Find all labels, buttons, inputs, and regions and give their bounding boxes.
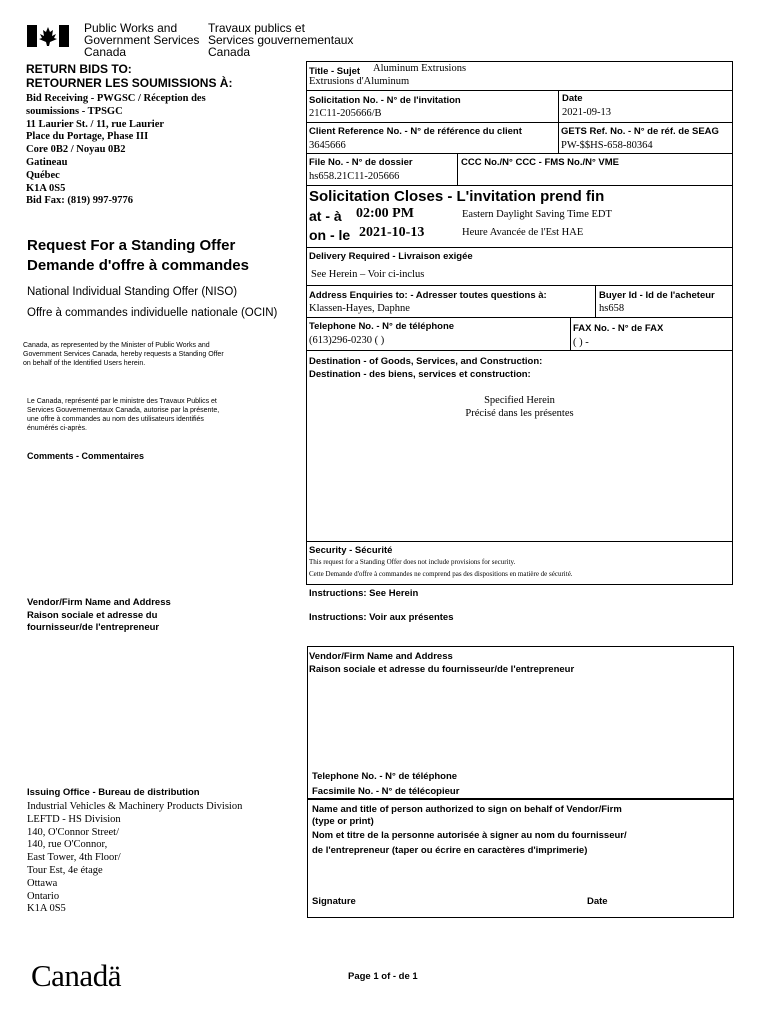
canada-flag-icon (27, 25, 69, 47)
instructions-en: Instructions: See Herein (309, 588, 419, 599)
vendor-fax-label: Facsimile No. - N° de télécopieur (312, 786, 460, 797)
date-label: Date (562, 93, 583, 104)
standing-offer-type: National Individual Standing Offer (NISO) Offre à commandes individuelle nationale (OCIN) (27, 286, 278, 319)
gets-ref-value: PW-$$HS-658-80364 (561, 140, 653, 151)
buyer-id-value: hs658 (599, 303, 625, 314)
date-value: 2021-09-13 (562, 107, 611, 118)
department-name-fr: Travaux publics et Services gouvernementaux Canada (208, 21, 354, 59)
closes-on-label: on - le (309, 227, 351, 243)
issuing-office-label: Issuing Office - Bureau de distribution (27, 787, 200, 798)
title-value-en: Aluminum Extrusions (373, 63, 467, 74)
signature-label: Signature (312, 896, 356, 907)
closes-date: 2021-10-13 (359, 225, 425, 240)
file-no-label: File No. - N° de dossier (309, 157, 413, 168)
department-name-en: Public Works and Government Services Canada (84, 21, 200, 59)
telephone-value: (613)296-0230 ( ) (309, 335, 385, 346)
issuing-office-address: Industrial Vehicles & Machinery Products Division LEFTD - HS Division 140, O'Connor Street/ 140, rue O'Connor, East Tower, 4th Floor/ Tour Est, 4e étage Ottawa Ontario K1A 0S5 (27, 801, 243, 915)
page-number: Page 1 of - de 1 (348, 971, 418, 982)
vendor-left-label: Vendor/Firm Name and Address Raison sociale et adresse du fournisseur/de l'entrepreneur (27, 597, 171, 633)
gets-ref-label: GETS Ref. No. - N° de réf. de SEAG (561, 126, 719, 137)
timezone-fr: Heure Avancée de l'Est HAE (462, 227, 584, 238)
comments-label: Comments - Commentaires (27, 451, 145, 461)
vendor-box-label-fr: Raison sociale et adresse du fournisseur/de l'entrepreneur (309, 664, 575, 675)
client-ref-label: Client Reference No. - N° de référence du client (309, 126, 522, 137)
fax-label: FAX No. - N° de FAX (573, 323, 664, 334)
solicitation-no-value: 21C11-205666/B (309, 108, 382, 119)
closes-at-label: at - à (309, 208, 342, 224)
signature-date-label: Date (587, 896, 608, 907)
return-bids-address: Bid Receiving - PWGSC / Réception des soumissions - TPSGC 11 Laurier St. / 11, rue Laurier Place du Portage, Phase III Core 0B2 / Noyau 0B2 Gatineau Québec K1A 0S5 Bid Fax: (819) 997-9776 (26, 93, 206, 207)
request-paragraph-fr: Le Canada, représenté par le ministre des Travaux Publics et Services Gouvernementaux Canada, autorise par la présente, une offre à commandes au nom des utilisateurs identifiés énumérés ci-après. (27, 398, 220, 432)
delivery-label: Delivery Required - Livraison exigée (309, 251, 473, 262)
request-paragraph-en: Canada, as represented by the Minister of Public Works and Government Services Canada, hereby requests a Standing Offer on behalf of the Identified Users herein. (23, 342, 224, 367)
file-no-value: hs658.21C11-205666 (309, 171, 400, 182)
vendor-box-label-en: Vendor/Firm Name and Address (309, 651, 453, 662)
canada-wordmark: Canadä (31, 958, 121, 993)
security-label: Security - Sécurité (309, 545, 393, 556)
ccc-no-label: CCC No./N° CCC - FMS No./N° VME (461, 157, 620, 168)
destination-value-en: Specified Herein (484, 395, 555, 406)
title-value-fr: Extrusions d'Aluminum (309, 76, 410, 87)
delivery-value: See Herein – Voir ci-inclus (311, 269, 425, 280)
closes-heading: Solicitation Closes - L'invitation prend fin (309, 188, 605, 205)
destination-label-fr: Destination - des biens, services et construction: (309, 369, 531, 380)
closes-time: 02:00 PM (356, 206, 414, 221)
security-text-fr: Cette Demande d'offre à commandes ne comprend pas des dispositions en matière de sécurité. (309, 570, 573, 578)
vendor-telephone-label: Telephone No. - N° de téléphone (312, 771, 458, 782)
signatory-label: Name and title of person authorized to sign on behalf of Vendor/Firm (type or print) Nom et titre de la personne autorisée à signer au nom du fournisseur/ de l'entrepreneur (taper ou écrire en caractères d'imprimerie) (312, 804, 627, 856)
return-bids-heading: RETURN BIDS TO: RETOURNER LES SOUMISSIONS À: (26, 62, 233, 90)
title-label: Title - Sujet (309, 66, 361, 77)
client-ref-value: 3645666 (309, 140, 346, 151)
request-title: Request For a Standing Offer Demande d'offre à commandes (27, 237, 249, 274)
instructions-fr: Instructions: Voir aux présentes (309, 612, 454, 623)
solicitation-no-label: Solicitation No. - N° de l'invitation (309, 95, 461, 106)
timezone-en: Eastern Daylight Saving Time EDT (462, 209, 612, 220)
fax-value: ( ) - (573, 337, 589, 348)
buyer-id-label: Buyer Id - Id de l'acheteur (599, 290, 715, 301)
telephone-label: Telephone No. - N° de téléphone (309, 321, 455, 332)
enquiries-value: Klassen-Hayes, Daphne (309, 303, 410, 314)
destination-label-en: Destination - of Goods, Services, and Construction: (309, 356, 543, 367)
destination-value-fr: Précisé dans les présentes (465, 408, 574, 419)
enquiries-label: Address Enquiries to: - Adresser toutes questions à: (309, 290, 547, 301)
security-text-en: This request for a Standing Offer does not include provisions for security. (309, 558, 516, 566)
